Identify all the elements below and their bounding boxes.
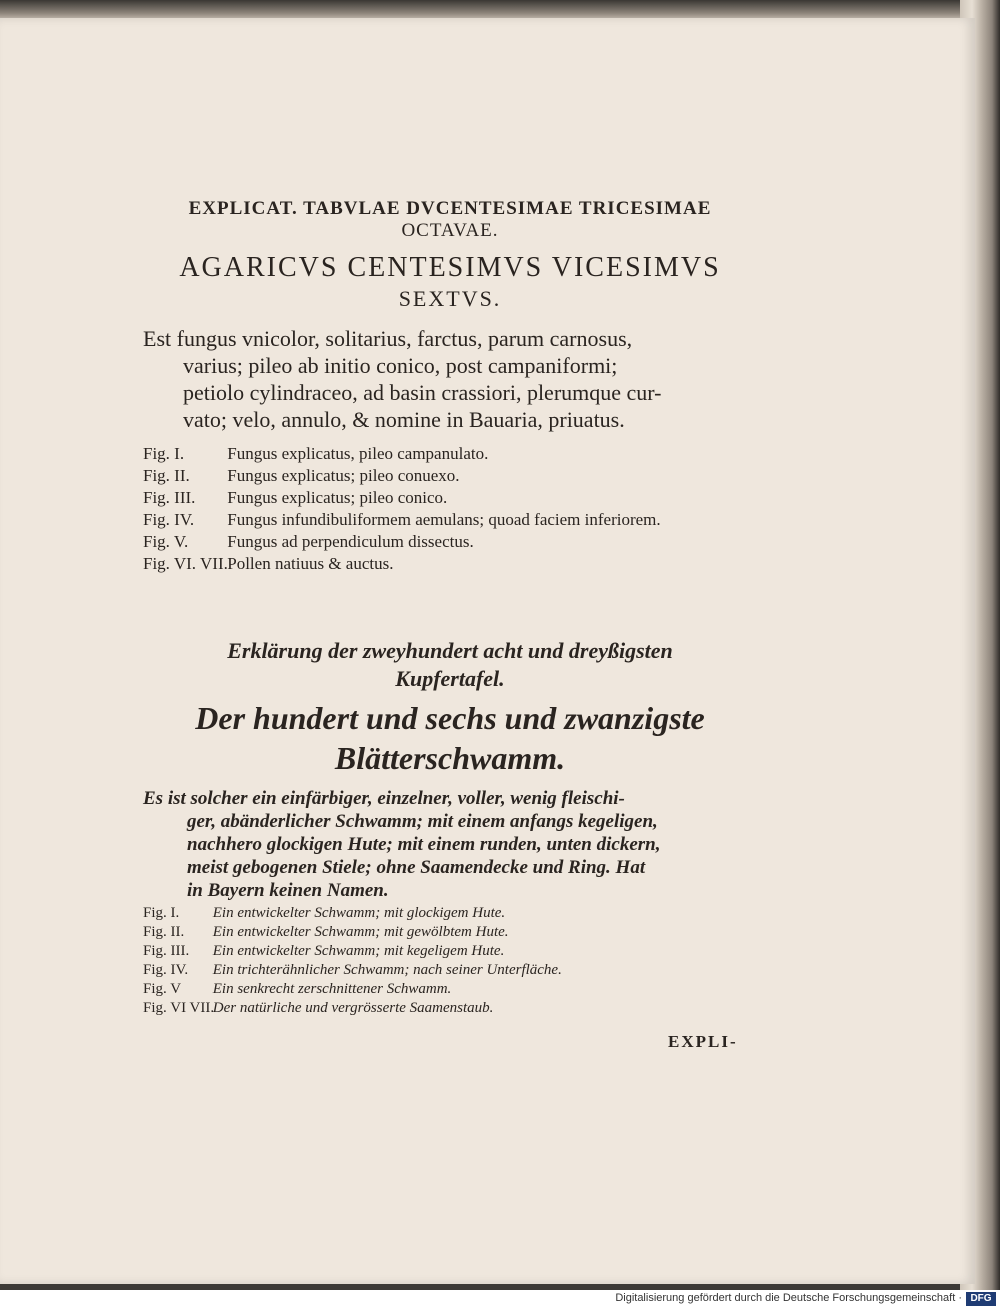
figure-caption: Ein entwickelter Schwamm; mit gewölbtem Hute. xyxy=(212,924,509,940)
latin-figure-list xyxy=(143,443,783,575)
figure-label: Fig. II. xyxy=(143,924,185,940)
latin-figure-item xyxy=(143,443,783,465)
figure-caption: Ein trichterähnlicher Schwamm; nach seiner Unterfläche. xyxy=(212,962,562,978)
german-figure-item xyxy=(143,980,783,999)
german-figure-item xyxy=(143,904,783,923)
latin-description xyxy=(143,325,763,433)
footer-bar xyxy=(0,1290,1000,1309)
german-figure-item xyxy=(143,942,783,961)
german-description-line: meist gebogenen Stiele; ohne Saamendecke und Ring. Hat xyxy=(187,857,646,878)
figure-caption: Ein entwickelter Schwamm; mit kegeligem Hute. xyxy=(212,943,505,959)
figure-caption: Fungus ad perpendiculum dissectus. xyxy=(227,532,474,551)
figure-caption: Fungus explicatus; pileo conico. xyxy=(227,488,448,507)
german-title-continued: Blätterschwamm. xyxy=(334,740,566,776)
latin-figure-item xyxy=(143,487,783,509)
german-title: Der hundert und sechs und zwanzigste xyxy=(195,700,705,736)
latin-figure-item xyxy=(143,531,783,553)
german-figure-item xyxy=(143,923,783,942)
figure-label: Fig. I. xyxy=(143,905,180,921)
latin-figure-item xyxy=(143,465,783,487)
german-figure-item xyxy=(143,999,783,1018)
german-heading: Erklärung der zweyhundert acht und dreyßigsten xyxy=(227,638,673,663)
german-description-line: ger, abänderlicher Schwamm; mit einem anfangs kegeligen, xyxy=(187,811,658,832)
german-description-line: nachhero glockigen Hute; mit einem runden, unten dickern, xyxy=(187,834,661,855)
figure-label: Fig. I. xyxy=(143,444,185,463)
figure-label: Fig. III. xyxy=(143,488,196,507)
dfg-logo: DFG xyxy=(966,1292,996,1306)
latin-figure-item xyxy=(143,509,783,531)
figure-label: Fig. VI VII. xyxy=(143,1000,215,1016)
latin-title: AGARICVS CENTESIMVS VICESIMVS xyxy=(179,252,721,283)
figure-caption: Ein entwickelter Schwamm; mit glockigem Hute. xyxy=(212,905,506,921)
figure-label: Fig. IV. xyxy=(143,510,195,529)
figure-label: Fig. V. xyxy=(143,532,189,551)
figure-label: Fig. II. xyxy=(143,466,190,485)
latin-title-continued: SEXTVS. xyxy=(398,286,502,311)
figure-label: Fig. III. xyxy=(143,943,190,959)
latin-heading: EXPLICAT. TABVLAE DVCENTESIMAE TRICESIMAE xyxy=(188,198,712,219)
german-description-line: in Bayern keinen Namen. xyxy=(187,880,389,901)
latin-description-line: petiolo cylindraceo, ad basin crassiori, plerumque cur- xyxy=(183,380,662,405)
figure-caption: Fungus infundibuliformem aemulans; quoad faciem inferiorem. xyxy=(227,510,661,529)
german-description xyxy=(143,787,773,902)
figure-caption: Ein senkrecht zerschnittener Schwamm. xyxy=(212,981,452,997)
latin-description-line: Est fungus vnicolor, solitarius, farctus, parum carnosus, xyxy=(143,326,633,351)
figure-label: Fig. VI. VII. xyxy=(143,554,228,573)
latin-description-line: vato; velo, annulo, & nomine in Bauaria, priuatus. xyxy=(183,407,625,432)
figure-caption: Fungus explicatus, pileo campanulato. xyxy=(227,444,489,463)
latin-figure-item xyxy=(143,553,783,575)
latin-description-line: varius; pileo ab initio conico, post campaniformi; xyxy=(183,353,618,378)
latin-heading-continued: OCTAVAE. xyxy=(401,220,499,241)
german-description-line: Es ist solcher ein einfärbiger, einzelner, voller, wenig fleischi- xyxy=(143,788,625,809)
german-heading-continued: Kupfertafel. xyxy=(395,666,505,691)
figure-label: Fig. V xyxy=(143,981,182,997)
footer-credit: Digitalisierung gefördert durch die Deutsche Forschungsgemeinschaft · xyxy=(615,1292,962,1304)
german-figure-list xyxy=(143,904,783,1018)
catchword: EXPLI- xyxy=(668,1032,738,1051)
german-figure-item xyxy=(143,961,783,980)
figure-caption: Fungus explicatus; pileo conuexo. xyxy=(227,466,460,485)
figure-caption: Der natürliche und vergrösserte Saamenstaub. xyxy=(212,1000,494,1016)
figure-caption: Pollen natiuus & auctus. xyxy=(227,554,394,573)
figure-label: Fig. IV. xyxy=(143,962,189,978)
